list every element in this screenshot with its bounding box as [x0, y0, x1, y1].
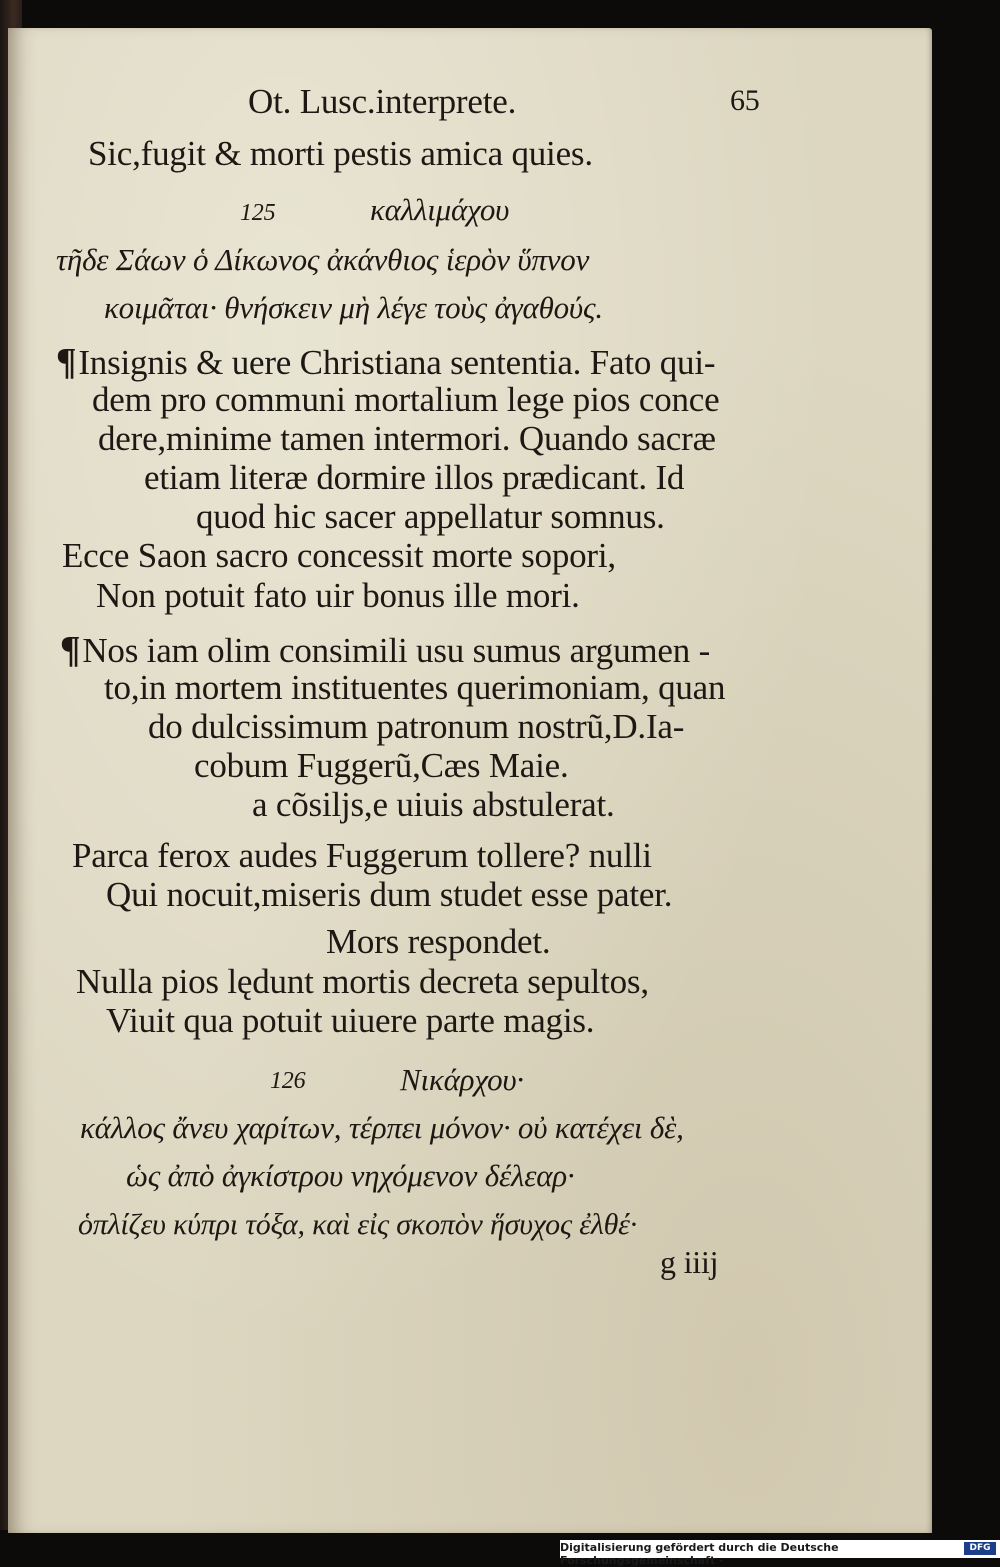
signature-mark: g iiij — [660, 1244, 719, 1280]
greek-verse: κάλλος ἄνευ χαρίτων, τέρπει μόνον· οὐ κατέχει δὲ, — [80, 1110, 684, 1145]
book-page — [8, 28, 932, 1533]
verse-line: Parca ferox audes Fuggerum tollere? nulli — [72, 836, 652, 875]
epigram-author: Νικάρχου· — [400, 1062, 524, 1097]
dfg-logo: DFG — [964, 1542, 996, 1555]
verse-heading: Mors respondet. — [326, 922, 551, 961]
commentary-line: cobum Fuggerũ,Cæs Maie. — [194, 746, 569, 785]
greek-verse: κοιμᾶται· θνήσκειν μὴ λέγε τοὺς ἀγαθούς. — [104, 290, 603, 325]
pilcrow-mark: ¶ — [60, 629, 81, 671]
commentary-line: etiam literæ dormire illos prædicant. Id — [144, 458, 685, 497]
greek-verse: ὡς ἀπὸ ἀγκίστρου νηχόμενον δέλεαρ· — [126, 1158, 575, 1193]
verse-line: Non potuit fato uir bonus ille mori. — [96, 576, 580, 615]
folio-number: 65 — [730, 84, 760, 117]
epigram-number: 126 — [270, 1068, 306, 1094]
commentary-line: a cõsiljs,e uiuis abstulerat. — [252, 785, 615, 824]
running-title: Ot. Lusc.interprete. — [248, 82, 517, 121]
epigram-number: 125 — [240, 200, 276, 226]
funding-credit: Digitalisierung gefördert durch die Deutsche Forschungsgemeinschaft - — [560, 1541, 839, 1567]
commentary-line: dem pro communi mortalium lege pios conce — [92, 380, 720, 419]
verse-line: Viuit qua potuit uiuere parte magis. — [106, 1001, 595, 1040]
greek-verse: τῆδε Σάων ὁ Δίκωνος ἀκάνθιος ἱερὸν ὕπνον — [56, 242, 590, 277]
commentary-line: to,in mortem instituentes querimoniam, quan — [104, 668, 726, 707]
footer-bar — [560, 1540, 1000, 1567]
commentary-line: ¶Nos iam olim consimili usu sumus argumen - — [60, 629, 711, 671]
pilcrow-mark: ¶ — [56, 341, 77, 383]
verse-line: Nulla pios lędunt mortis decreta sepultos, — [76, 962, 649, 1001]
commentary-line: do dulcissimum patronum nostrũ,D.Ia- — [148, 707, 685, 746]
verse-line: Sic,fugit & morti pestis amica quies. — [88, 134, 593, 173]
commentary-line: quod hic sacer appellatur somnus. — [196, 497, 665, 536]
commentary-line: dere,minime tamen intermori. Quando sacræ — [98, 419, 716, 458]
verse-line: Ecce Saon sacro concessit morte sopori, — [62, 536, 616, 575]
greek-verse: ὁπλίζευ κύπρι τόξα, καὶ εἰς σκοπὸν ἥσυχος ἐλθέ· — [78, 1208, 638, 1241]
verse-line: Qui nocuit,miseris dum studet esse pater. — [106, 875, 673, 914]
commentary-line: ¶Insignis & uere Christiana sententia. Fato qui- — [56, 341, 716, 383]
epigram-author: καλλιμάχου — [370, 192, 510, 227]
